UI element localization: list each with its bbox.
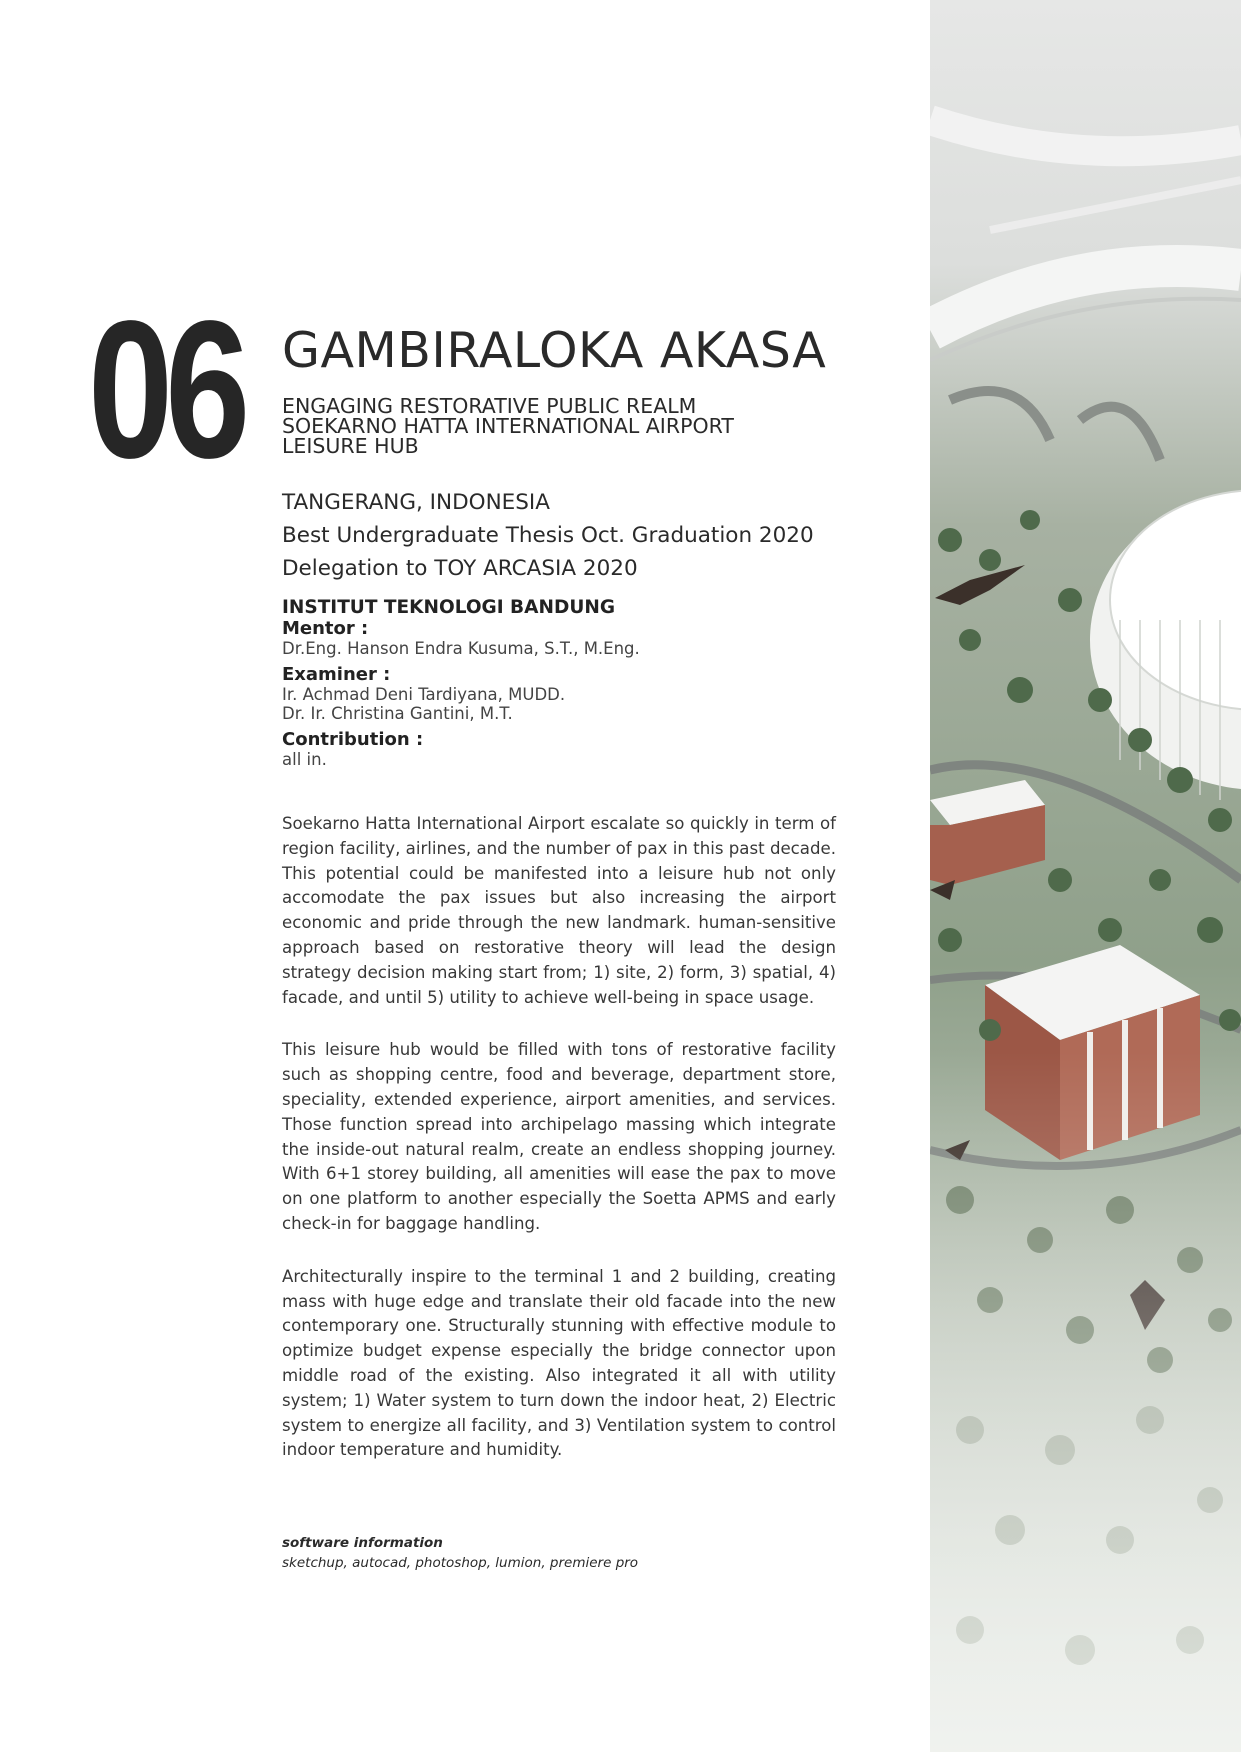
description-paragraph: Architecturally inspire to the terminal 1 and 2 building, creating mass with huge edge and translate their old facade into the new contemporary one. Structurally stunning with effective module to optimize budget expense especially the bridge connector upon middle road of the existing. Also integrated it all with utility system; 1) Water system to turn down the indoor heat, 2) Electric system to energize all facility, and 3) Ventilation system to control indoor temperature and humidity. — [282, 1266, 836, 1460]
description-paragraph: This leisure hub would be filled with tons of restorative facility such as shopping centre, food and beverage, department store, speciality, extended experience, airport amenities, and services. Those function spread into archipelago massing which integrate the inside-out natural realm, create an endless shopping journey. With 6+1 storey building, all amenities will ease the pax to move on one platform to another especially the Soetta APMS and early check-in for baggage handling. — [282, 1040, 836, 1233]
credits-block — [282, 597, 842, 769]
project-title: GAMBIRALOKA AKASA — [282, 322, 827, 379]
software-title: software information — [282, 1535, 443, 1551]
award-line: Delegation to TOY ARCASIA 2020 — [282, 556, 638, 581]
mentor-name: Dr.Eng. Hanson Endra Kusuma, S.T., M.Eng. — [282, 639, 640, 658]
award-line: Best Undergraduate Thesis Oct. Graduation 2020 — [282, 523, 814, 548]
software-info — [282, 1533, 638, 1573]
subtitle-line: ENGAGING RESTORATIVE PUBLIC REALM — [282, 394, 697, 418]
contribution-label: Contribution : — [282, 729, 424, 750]
aerial-render-image — [930, 0, 1241, 1752]
project-location: TANGERANG, INDONESIA — [282, 490, 550, 515]
examiner-label: Examiner : — [282, 664, 391, 685]
description — [282, 812, 836, 1491]
examiner-name: Ir. Achmad Deni Tardiyana, MUDD. — [282, 685, 566, 704]
institution: INSTITUT TEKNOLOGI BANDUNG — [282, 597, 616, 618]
contribution-value: all in. — [282, 750, 327, 769]
subtitle-line: LEISURE HUB — [282, 434, 419, 458]
subtitle-line: SOEKARNO HATTA INTERNATIONAL AIRPORT — [282, 414, 734, 438]
examiner-name: Dr. Ir. Christina Gantini, M.T. — [282, 704, 513, 723]
mentor-label: Mentor : — [282, 618, 369, 639]
software-list: sketchup, autocad, photoshop, lumion, premiere pro — [282, 1555, 639, 1571]
description-paragraph: Soekarno Hatta International Airport escalate so quickly in term of region facility, airlines, and the number of pax in this past decade. This potential could be manifested into a leisure hub not only accomodate the pax issues but also increasing the airport economic and pride through the new landmark. human-sensitive approach based on restorative theory will lead the design strategy decision making start from; 1) site, 2) form, 3) spatial, 4) facade, and until 5) utility to achieve well-being in space usage. — [282, 814, 836, 1007]
project-number: 06 — [88, 280, 243, 499]
project-meta — [282, 486, 814, 585]
project-subtitle — [282, 396, 734, 456]
